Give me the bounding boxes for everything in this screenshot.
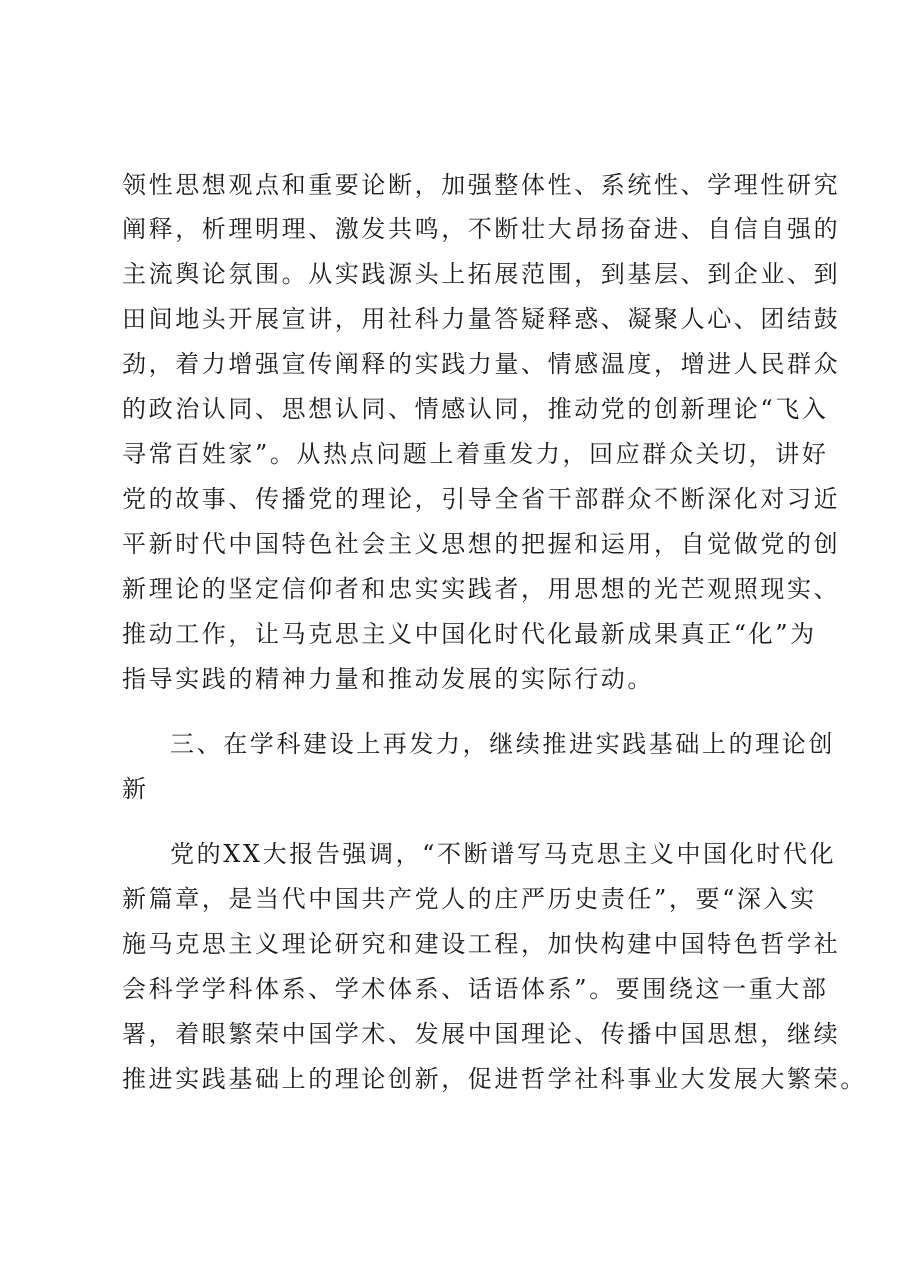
text-line: 推动工作，让马克思主义中国化时代化最新成果真正“化”为 <box>122 620 817 648</box>
text-line: 寻常百姓家”。从热点问题上着重发力，回应群众关切，讲好 <box>122 440 829 468</box>
text-line: 新理论的坚定信仰者和忠实实践者，用思想的光芒观照现实、 <box>122 575 841 603</box>
text-line: 新篇章，是当代中国共产党人的庄严历史责任”，要“深入实 <box>122 885 817 913</box>
text-line: 党的XX大报告强调，“不断谱写马克思主义中国化时代化 <box>170 840 837 868</box>
text-line: 田间地头开展宣讲，用社科力量答疑释惑、凝聚人心、团结鼓 <box>122 305 841 333</box>
text-line: 劲，着力增强宣传阐释的实践力量、情感温度，增进人民群众 <box>122 350 841 378</box>
text-line: 会科学学科体系、学术体系、话语体系”。要围绕这一重大部 <box>122 975 829 1003</box>
text-line: 主流舆论氛围。从实践源头上拓展范围，到基层、到企业、到 <box>122 260 841 288</box>
text-line: 平新时代中国特色社会主义思想的把握和运用，自觉做党的创 <box>122 530 841 558</box>
section-heading-continued: 新 <box>122 775 149 803</box>
text-line: 署，着眼繁荣中国学术、发展中国理论、传播中国思想，继续 <box>122 1020 841 1048</box>
text-line: 施马克思主义理论研究和建设工程，加快构建中国特色哲学社 <box>122 930 841 958</box>
text-line: 阐释，析理明理、激发共鸣，不断壮大昂扬奋进、自信自强的 <box>122 215 841 243</box>
text-line: 党的故事、传播党的理论，引导全省干部群众不断深化对习近 <box>122 485 841 513</box>
section-heading: 三、在学科建设上再发力，继续推进实践基础上的理论创 <box>170 730 835 758</box>
text-line: 推进实践基础上的理论创新，促进哲学社科事业大发展大繁荣。 <box>122 1065 867 1093</box>
text-line: 领性思想观点和重要论断，加强整体性、系统性、学理性研究 <box>122 171 841 199</box>
text-line: 的政治认同、思想认同、情感认同，推动党的创新理论“飞入 <box>122 395 829 423</box>
text-line: 指导实践的精神力量和推动发展的实际行动。 <box>122 665 654 693</box>
